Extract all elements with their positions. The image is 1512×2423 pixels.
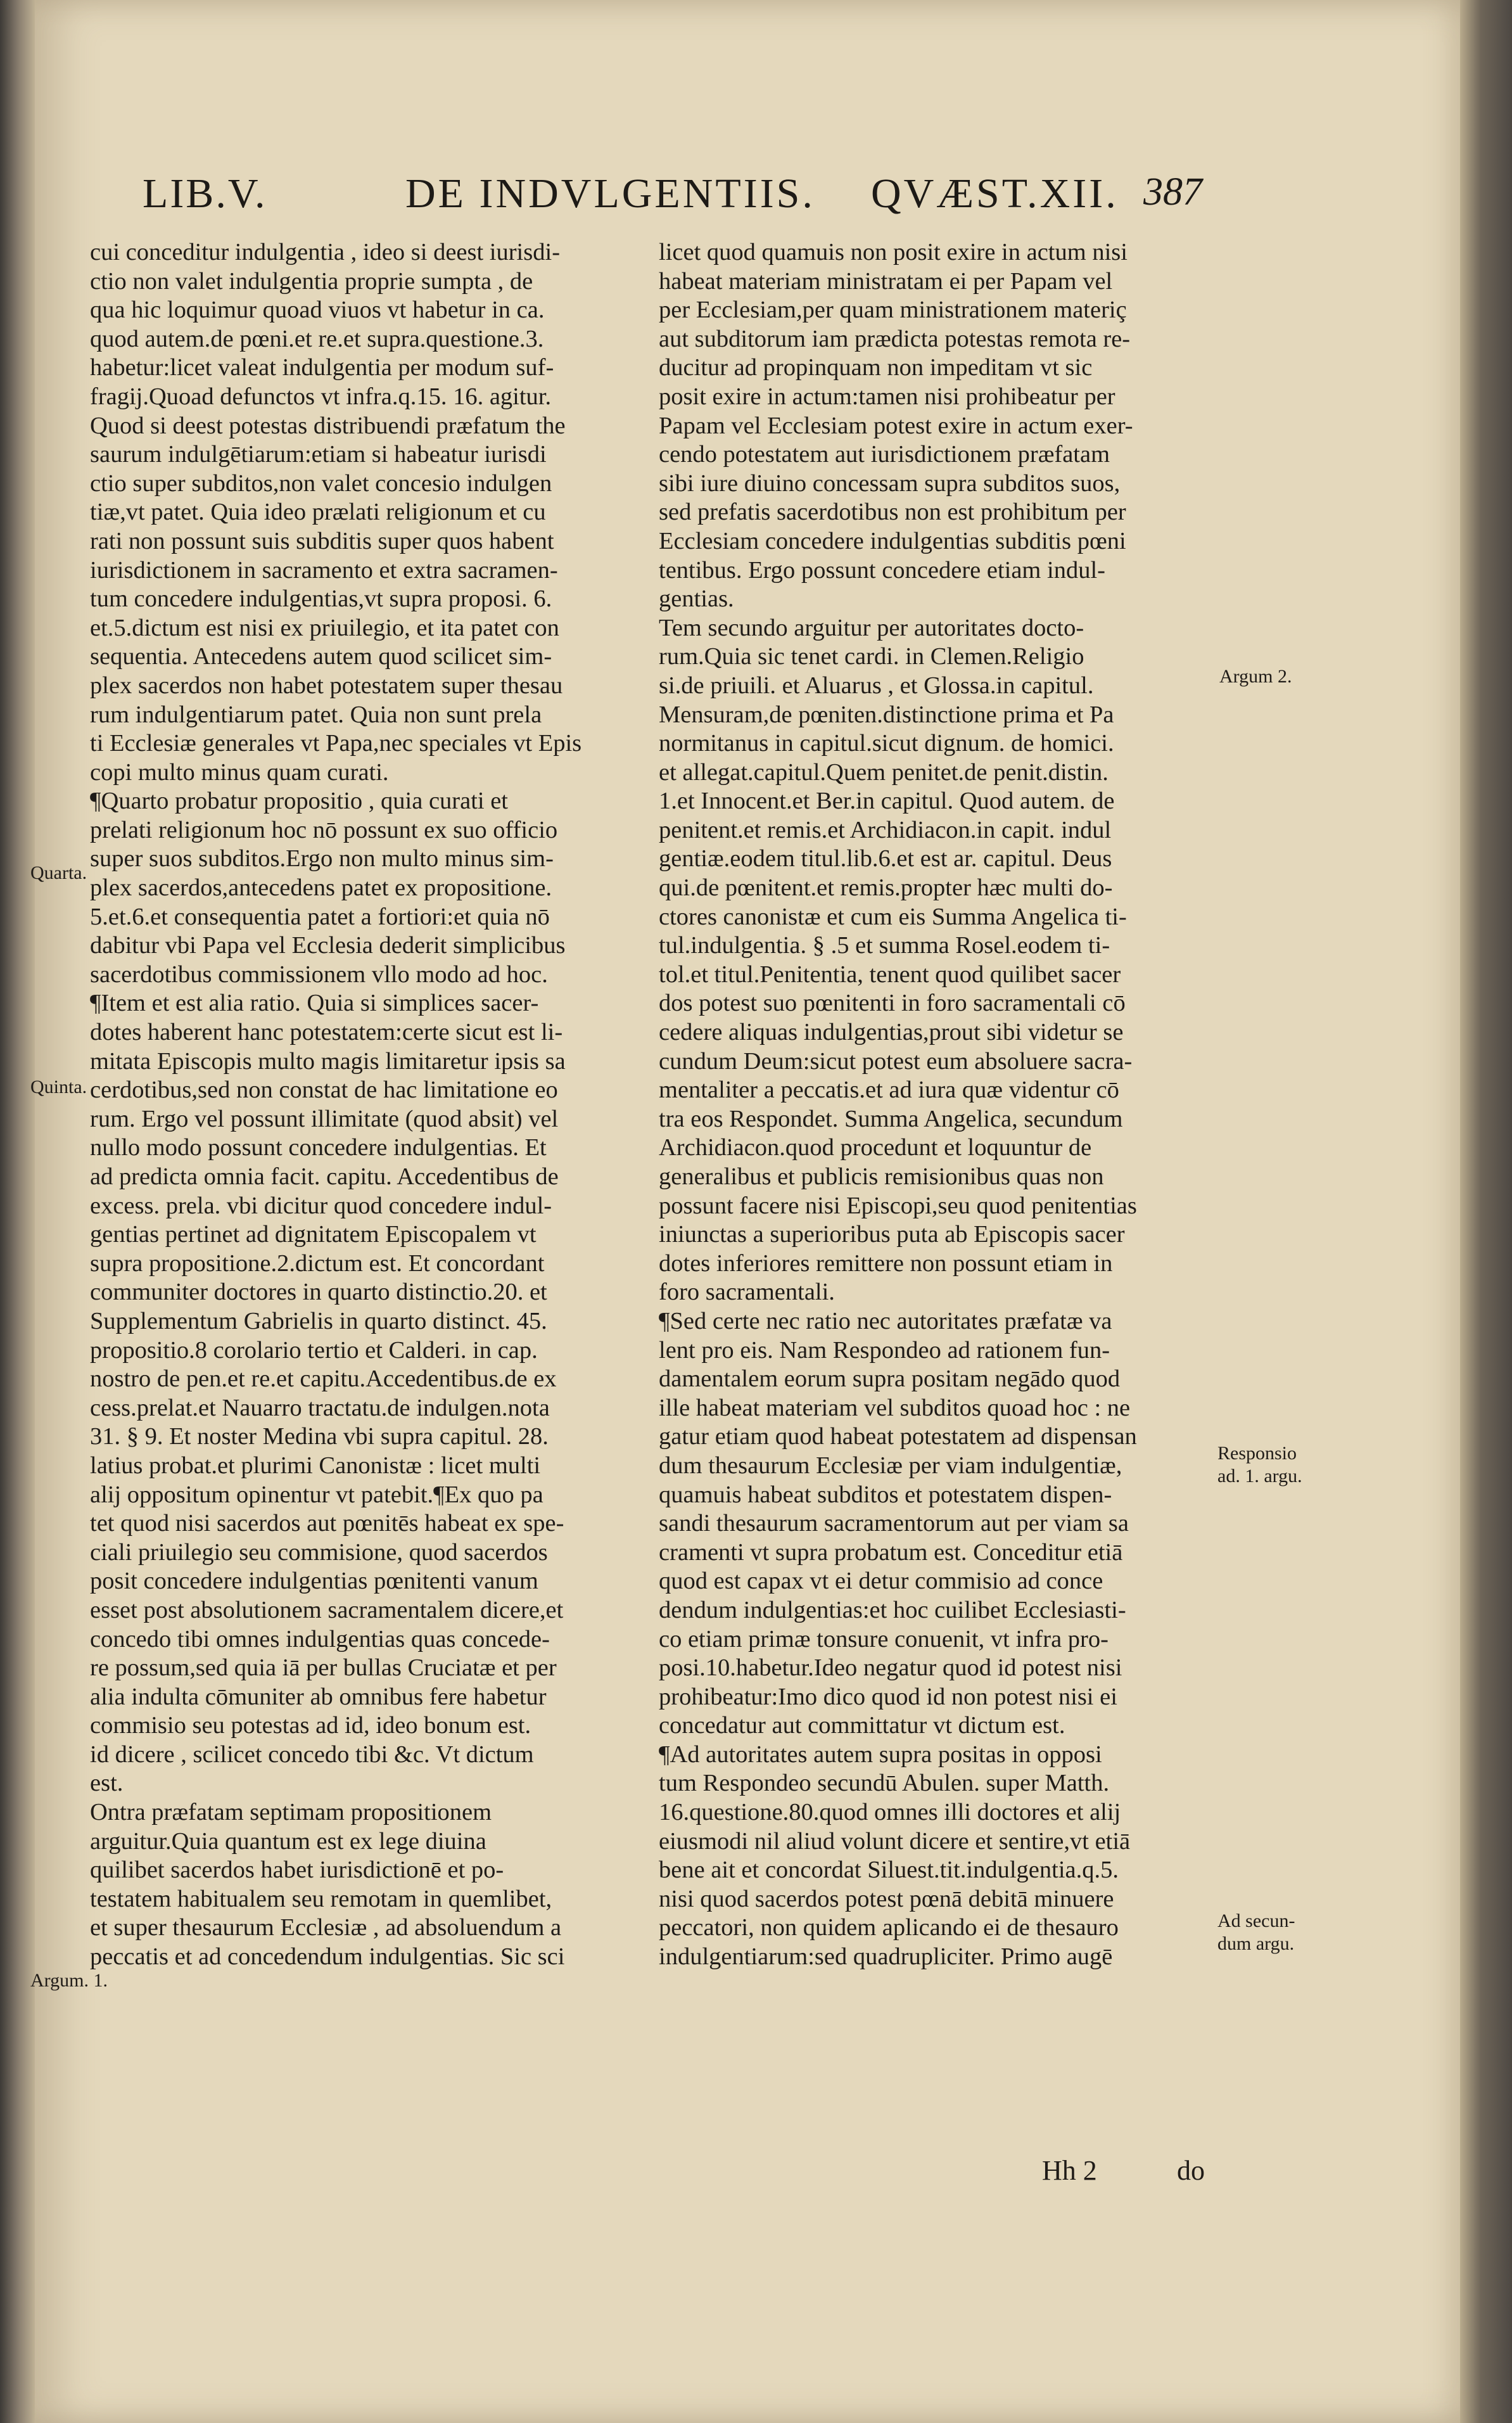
text-line: peccatis et ad concedendum indulgentias. Sic sci	[90, 1943, 565, 1971]
text-line: tet quod nisi sacerdos aut pœnitēs habeat ex spe-	[90, 1510, 564, 1537]
text-line: nisi quod sacerdos potest pœnā debitā minuere	[659, 1885, 1114, 1912]
text-line: cess.prelat.et Nauarro tractatu.de indulgen.nota	[90, 1394, 550, 1421]
text-line: quod autem.de pœni.et re.et supra.questione.3.	[90, 325, 544, 352]
text-line: rati non possunt suis subditis super quos habent	[90, 527, 554, 554]
text-line: et allegat.capitul.Quem penitet.de penit.distin.	[659, 758, 1109, 786]
text-line: latius probat.et plurimi Canonistæ : licet multi	[90, 1452, 541, 1479]
text-line: arguitur.Quia quantum est ex lege diuina	[90, 1827, 486, 1855]
text-line: alij oppositum opinentur vt patebit.¶Ex quo pa	[90, 1481, 543, 1508]
text-line: esset post absolutionem sacramentalem dicere,et	[90, 1596, 564, 1623]
right-text-column	[659, 238, 1215, 1972]
text-line: Papam vel Ecclesiam potest exire in actum exer-	[659, 412, 1133, 439]
text-line: 1.et Innocent.et Ber.in capitul. Quod autem. de	[659, 788, 1115, 815]
text-line: bene ait et concordat Siluest.tit.indulgentia.q.5.	[659, 1857, 1119, 1884]
text-line: tul.indulgentia. § .5 et summa Rosel.eodem ti-	[659, 932, 1110, 959]
text-line: dendum indulgentias:et hoc cuilibet Ecclesiasti-	[659, 1596, 1126, 1623]
text-line: dos potest suo pœnitenti in foro sacramentali cō	[659, 990, 1126, 1017]
text-line: Tem secundo arguitur per autoritates docto-	[659, 614, 1084, 641]
text-line: propositio.8 corolario tertio et Calderi. in cap.	[90, 1336, 538, 1364]
text-line: Ecclesiam concedere indulgentias subditis pœni	[659, 527, 1126, 554]
text-line: gentias.	[659, 585, 734, 613]
text-line: Quod si deest potestas distribuendi præfatum the	[90, 412, 566, 439]
text-line: dum thesaurum Ecclesiæ per viam indulgentiæ,	[659, 1452, 1122, 1479]
text-line: dotes haberent hanc potestatem:certe sicut est li-	[90, 1019, 563, 1046]
margin-note-ad-secundum: Ad secun- dum argu.	[1217, 1910, 1295, 1954]
text-line: prohibeatur:Imo dico quod id non potest nisi ei	[659, 1683, 1117, 1710]
text-line: est.	[90, 1770, 124, 1797]
catchword: do	[1177, 2155, 1205, 2186]
text-line: concedo tibi omnes indulgentias quas concede-	[90, 1625, 550, 1653]
text-line: indulgentiarum:sed quadrupliciter. Primo augē	[659, 1943, 1113, 1971]
text-line: ctores canonistæ et cum eis Summa Angelica ti-	[659, 903, 1127, 930]
text-line: foro sacramentali.	[659, 1279, 835, 1306]
text-line: cundum Deum:sicut potest eum absoluere sacra-	[659, 1047, 1133, 1075]
text-line: habetur:licet valeat indulgentia per modum suf-	[90, 354, 554, 381]
text-line: ¶Quarto probatur propositio , quia curati et	[90, 788, 509, 815]
text-line: ¶Item et est alia ratio. Quia si simplices sacer-	[90, 990, 539, 1017]
text-line: prelati religionum hoc nō possunt ex suo officio	[90, 816, 558, 843]
text-line: ¶Ad autoritates autem supra positas in opposi	[659, 1741, 1102, 1768]
text-line: nostro de pen.et re.et capitu.Accedentibus.de ex	[90, 1365, 557, 1393]
text-line: plex sacerdos non habet potestatem super thesau	[90, 672, 563, 699]
text-line: iniunctas a superioribus puta ab Episcopis sacer	[659, 1221, 1125, 1248]
text-line: cramenti vt supra probatum est. Conceditur etiā	[659, 1538, 1123, 1566]
text-line: id dicere , scilicet concedo tibi &c. Vt dictum	[90, 1741, 534, 1768]
text-line: tum Respondeo secundū Abulen. super Matth.	[659, 1770, 1110, 1797]
text-line: cui conceditur indulgentia , ideo si deest iurisdi-	[90, 239, 561, 265]
text-line: tra eos Respondet. Summa Angelica, secundum	[659, 1105, 1123, 1132]
text-line: ille habeat materiam vel subditos quoad hoc : ne	[659, 1394, 1131, 1421]
text-line: aut subditorum iam prædicta potestas remota re-	[659, 325, 1131, 352]
text-line: posit exire in actum:tamen nisi prohibeatur per	[659, 383, 1115, 410]
text-line: commisio seu potestas ad id, ideo bonum est.	[90, 1712, 531, 1739]
text-line: quod est capax vt ei detur commisio ad conce	[659, 1568, 1103, 1595]
text-line: per Ecclesiam,per quam ministrationem materiç	[659, 297, 1127, 324]
text-line: testatem habitualem seu remotam in quemlibet,	[90, 1885, 552, 1912]
text-line: rum.Quia sic tenet cardi. in Clemen.Religio	[659, 643, 1084, 670]
text-line: tum concedere indulgentias,vt supra proposi. 6.	[90, 585, 552, 613]
margin-note-argum-1: Argum. 1.	[30, 1970, 108, 1991]
text-line: eiusmodi nil aliud volunt dicere et sentire,vt etiā	[659, 1827, 1131, 1855]
text-line: dotes inferiores remittere non possunt etiam in	[659, 1250, 1113, 1277]
text-line: habeat materiam ministratam ei per Papam vel	[659, 267, 1113, 295]
text-line: posi.10.habetur.Ideo negatur quod id potest nisi	[659, 1654, 1122, 1682]
text-line: fragij.Quoad defunctos vt infra.q.15. 16. agitur.	[90, 383, 552, 410]
text-line: cerdotibus,sed non constat de hac limitatione eo	[90, 1077, 558, 1104]
text-line: cedere aliquas indulgentias,prout sibi videtur se	[659, 1019, 1124, 1046]
left-text-column	[90, 238, 630, 1972]
text-line: alia indulta cōmuniter ab omnibus fere habetur	[90, 1683, 547, 1710]
text-line: mentaliter a peccatis.et ad iura quæ videntur cō	[659, 1077, 1119, 1104]
text-line: gentias pertinet ad dignitatem Episcopalem vt	[90, 1221, 537, 1248]
margin-note-quarta: Quarta.	[30, 862, 87, 883]
text-line: tol.et titul.Penitentia, tenent quod quilibet sacer	[659, 961, 1121, 988]
text-line: qui.de pœnitent.et remis.propter hæc multi do-	[659, 874, 1113, 902]
margin-note-quinta: Quinta.	[30, 1077, 87, 1097]
page-edge	[1460, 0, 1512, 2423]
text-line: ciali priuilegio seu commisione, quod sacerdos	[90, 1538, 548, 1566]
running-head-title: DE INDVLGENTIIS.	[405, 170, 815, 217]
text-line: communiter doctores in quarto distinctio.20. et	[90, 1279, 547, 1306]
text-line: Mensuram,de pœniten.distinctione prima et Pa	[659, 701, 1114, 728]
text-line: peccatori, non quidem aplicando ei de thesauro	[659, 1914, 1119, 1941]
text-line: tiæ,vt patet. Quia ideo prælati religionum et cu	[90, 499, 546, 526]
text-line: concedatur aut committatur vt dictum est.	[659, 1712, 1065, 1739]
text-line: Archidiacon.quod procedunt et loquuntur de	[659, 1134, 1092, 1161]
text-line: et super thesaurum Ecclesiæ , ad absoluendum a	[90, 1914, 562, 1941]
text-line: qua hic loquimur quoad viuos vt habetur in ca.	[90, 297, 545, 324]
signature-mark: Hh 2	[1042, 2155, 1097, 2186]
text-line: ctio non valet indulgentia proprie sumpta , de	[90, 267, 533, 295]
text-line: quilibet sacerdos habet iurisdictionē et po-	[90, 1857, 504, 1884]
running-head-book: LIB.V.	[143, 170, 267, 217]
text-line: generalibus et publicis remisionibus quas non	[659, 1163, 1104, 1190]
text-line: rum. Ergo vel possunt illimitate (quod absit) vel	[90, 1105, 559, 1132]
text-line: sequentia. Antecedens autem quod scilicet sim-	[90, 643, 552, 670]
text-line: gentiæ.eodem titul.lib.6.et est ar. capitul. Deus	[659, 845, 1112, 873]
text-line: licet quod quamuis non posit exire in actum nisi	[659, 239, 1128, 265]
text-line: dabitur vbi Papa vel Ecclesia dederit simplicibus	[90, 932, 566, 959]
page-number: 387	[1143, 170, 1202, 214]
text-line: plex sacerdos,antecedens patet ex propositione.	[90, 874, 552, 902]
text-line: ducitur ad propinquam non impeditam vt sic	[659, 354, 1093, 381]
text-line: penitent.et remis.et Archidiacon.in capit. indul	[659, 816, 1112, 843]
text-line: 16.questione.80.quod omnes illi doctores et alij	[659, 1799, 1121, 1826]
text-line: 5.et.6.et consequentia patet a fortiori:et quia nō	[90, 903, 550, 930]
text-line: re possum,sed quia iā per bullas Cruciatæ et per	[90, 1654, 557, 1682]
book-gutter	[0, 0, 38, 2423]
text-line: saurum indulgētiarum:etiam si habeatur iurisdi	[90, 441, 547, 468]
text-line: mitata Episcopis multo magis limitaretur ipsis sa	[90, 1047, 566, 1075]
text-line: sandi thesaurum sacramentorum aut per viam sa	[659, 1510, 1129, 1537]
text-line: possunt facere nisi Episcopi,seu quod penitentias	[659, 1192, 1137, 1219]
text-line: rum indulgentiarum patet. Quia non sunt prela	[90, 701, 542, 728]
text-line: damentalem eorum supra positam negādo quod	[659, 1365, 1121, 1393]
text-line: si.de priuili. et Aluarus , et Glossa.in capitul.	[659, 672, 1094, 699]
text-line: lent pro eis. Nam Respondeo ad rationem fun-	[659, 1336, 1110, 1364]
text-line: copi multo minus quam curati.	[90, 758, 389, 786]
text-line: cendo potestatem aut iurisdictionem præfatam	[659, 441, 1110, 468]
text-line: nullo modo possunt concedere indulgentias. Et	[90, 1134, 547, 1161]
text-line: quamuis habeat subditos et potestatem dispen-	[659, 1481, 1112, 1508]
text-line: tentibus. Ergo possunt concedere etiam indul-	[659, 556, 1105, 584]
text-line: posit concedere indulgentias pœnitenti vanum	[90, 1568, 538, 1595]
text-line: 31. § 9. Et noster Medina vbi supra capitul. 28.	[90, 1423, 549, 1450]
margin-note-argum-2: Argum 2.	[1219, 666, 1292, 687]
text-line: supra propositione.2.dictum est. Et concordant	[90, 1250, 545, 1277]
text-line: iurisdictionem in sacramento et extra sacramen-	[90, 556, 558, 584]
text-line: sacerdotibus commissionem vllo modo ad hoc.	[90, 961, 548, 988]
text-line: super suos subditos.Ergo non multo minus sim-	[90, 845, 554, 873]
text-line: normitanus in capitul.sicut dignum. de homici.	[659, 730, 1114, 757]
text-line: sibi iure diuino concessam supra subditos suos,	[659, 470, 1121, 497]
text-line: ctio super subditos,non valet concesio indulgen	[90, 470, 552, 497]
text-line: ad predicta omnia facit. capitu. Accedentibus de	[90, 1163, 559, 1190]
margin-note-responsio: Responsio ad. 1. argu.	[1217, 1443, 1302, 1486]
text-line: Supplementum Gabrielis in quarto distinct. 45.	[90, 1307, 547, 1334]
text-line: ti Ecclesiæ generales vt Papa,nec speciales vt Epis	[90, 730, 582, 757]
text-line: et.5.dictum est nisi ex priuilegio, et ita patet con	[90, 614, 559, 641]
text-line: sed prefatis sacerdotibus non est prohibitum per	[659, 499, 1126, 526]
text-line: Ontra præfatam septimam propositionem	[90, 1799, 492, 1826]
text-line: excess. prela. vbi dicitur quod concedere indul-	[90, 1192, 552, 1219]
text-line: co etiam primæ tonsure conuenit, vt infra pro-	[659, 1625, 1109, 1653]
text-line: gatur etiam quod habeat potestatem ad dispensan	[659, 1423, 1137, 1450]
running-head-question: QVÆST.XII.	[871, 170, 1119, 217]
text-line: ¶Sed certe nec ratio nec autoritates præfatæ va	[659, 1307, 1112, 1334]
